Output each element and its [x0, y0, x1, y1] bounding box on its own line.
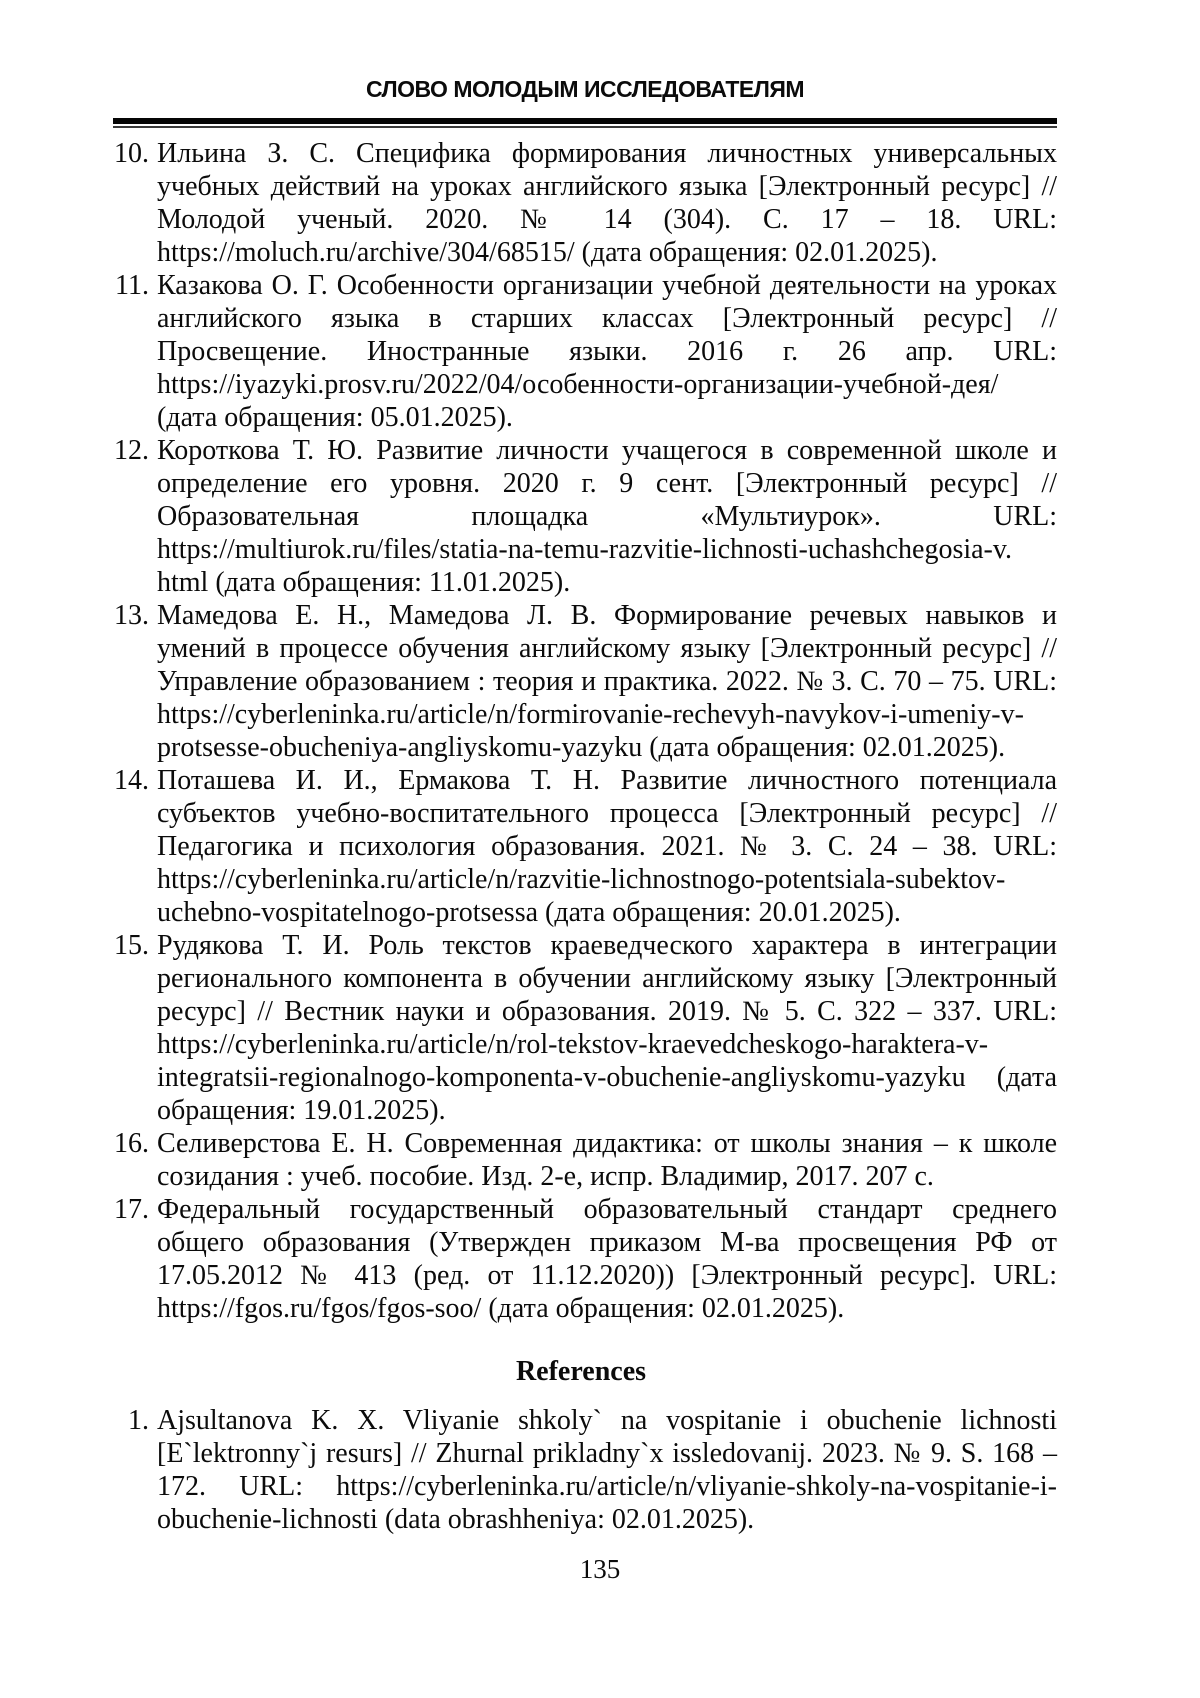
bibliography-list — [105, 137, 1057, 1325]
reference-text: Селиверстова Е. Н. Современная дидактика: от школы знания – к школе созидания : учеб. пособие. Изд. 2-е, испр. Владимир, 2017. 207 с. — [157, 1128, 1057, 1192]
header-rule-thick — [113, 118, 1057, 124]
reference-text: Мамедова Е. Н., Мамедова Л. В. Формирование речевых навыков и умений в процессе обучения английскому языку [Электронный ресурс] // Управление образованием : теория и практика. 2022. № 3. С. 70 – 75. URL: https://cyberleninka.ru/article/n/formirovanie-rechevyh-navykov-i-umeniy-v-protsesse-obucheniya-angliyskomu-yazyku (дата обращения: 02.01.2025). — [157, 600, 1057, 763]
reference-item — [105, 1404, 1057, 1536]
header-rule-thin — [113, 126, 1057, 128]
reference-text: Рудякова Т. И. Роль текстов краеведческого характера в интеграции регионального компонента в обучении английскому языку [Электронный ресурс] // Вестник науки и образования. 2019. № 5. С. 322 – 337. URL: https://cyberleninka.ru/article/n/rol-tekstov-kraevedcheskogo-haraktera-v-integratsii-regionalnogo-komponenta-v-obuchenie-angliyskomu-yazyku (дата обращения: 19.01.2025). — [157, 930, 1057, 1126]
reference-text: Ajsultanova K. X. Vliyanie shkoly` na vospitanie i obuchenie lichnosti [E`lektronny`j resurs] // Zhurnal prikladny`x issledovanij. 2023. № 9. S. 168 – 172. URL: https://cyberleninka.ru/article/n/vliyanie-shkoly-na-vospitanie-i-obuchenie-lichnosti (data obrashheniya: 02.01.2025). — [157, 1405, 1057, 1535]
reference-number: 16. — [114, 1128, 149, 1159]
reference-text: Короткова Т. Ю. Развитие личности учащегося в современной школе и определение его уровня. 2020 г. 9 сент. [Электронный ресурс] // Образовательная площадка «Мультиурок». URL: https://multiurok.ru/files/statia-na-temu-razvitie-lichnosti-uchashchegosia-v. html (дата обращения: 11.01.2025). — [157, 435, 1057, 598]
reference-item — [105, 929, 1057, 1127]
reference-number: 14. — [114, 765, 149, 796]
reference-number: 10. — [114, 138, 149, 169]
reference-text: Федеральный государственный образовательный стандарт среднего общего образования (Утвержден приказом М-ва просвещения РФ от 17.05.2012 № 413 (ред. от 11.12.2020)) [Электронный ресурс]. URL: https://fgos.ru/fgos/fgos-soo/ (дата обращения: 02.01.2025). — [157, 1194, 1057, 1324]
reference-number: 13. — [114, 600, 149, 631]
reference-item — [105, 137, 1057, 269]
reference-text: Поташева И. И., Ермакова Т. Н. Развитие личностного потенциала субъектов учебно-воспитательного процесса [Электронный ресурс] // Педагогика и психология образования. 2021. № 3. С. 24 – 38. URL: https://cyberleninka.ru/article/n/razvitie-lichnostnogo-potentsiala-subektov-uchebno-vospitatelnogo-protsessa (дата обращения: 20.01.2025). — [157, 765, 1057, 928]
page-number: 135 — [579, 1554, 621, 1584]
reference-item — [105, 269, 1057, 434]
page-title: СЛОВО МОЛОДЫМ ИССЛЕДОВАТЕЛЯМ — [365, 76, 805, 102]
reference-number: 1. — [128, 1405, 149, 1436]
reference-number: 17. — [114, 1194, 149, 1225]
reference-item — [105, 434, 1057, 599]
reference-item — [105, 1193, 1057, 1325]
references-list — [105, 1404, 1057, 1536]
reference-number: 11. — [115, 270, 149, 301]
reference-text: Казакова О. Г. Особенности организации учебной деятельности на уроках английского языка в старших классах [Электронный ресурс] // Просвещение. Иностранные языки. 2016 г. 26 апр. URL: https://iyazyki.prosv.ru/2022/04/особенности-организации-учебной-дея/ (дата обращения: 05.01.2025). — [157, 270, 1057, 433]
reference-item — [105, 764, 1057, 929]
reference-number: 12. — [114, 435, 149, 466]
reference-item — [105, 1127, 1057, 1193]
reference-number: 15. — [114, 930, 149, 961]
reference-item — [105, 599, 1057, 764]
reference-text: Ильина З. С. Специфика формирования личностных универсальных учебных действий на уроках английского языка [Электронный ресурс] // Молодой ученый. 2020. № 14 (304). С. 17 – 18. URL: https://moluch.ru/archive/304/68515/ (дата обращения: 02.01.2025). — [157, 138, 1057, 268]
references-section-heading: References — [515, 1356, 647, 1387]
